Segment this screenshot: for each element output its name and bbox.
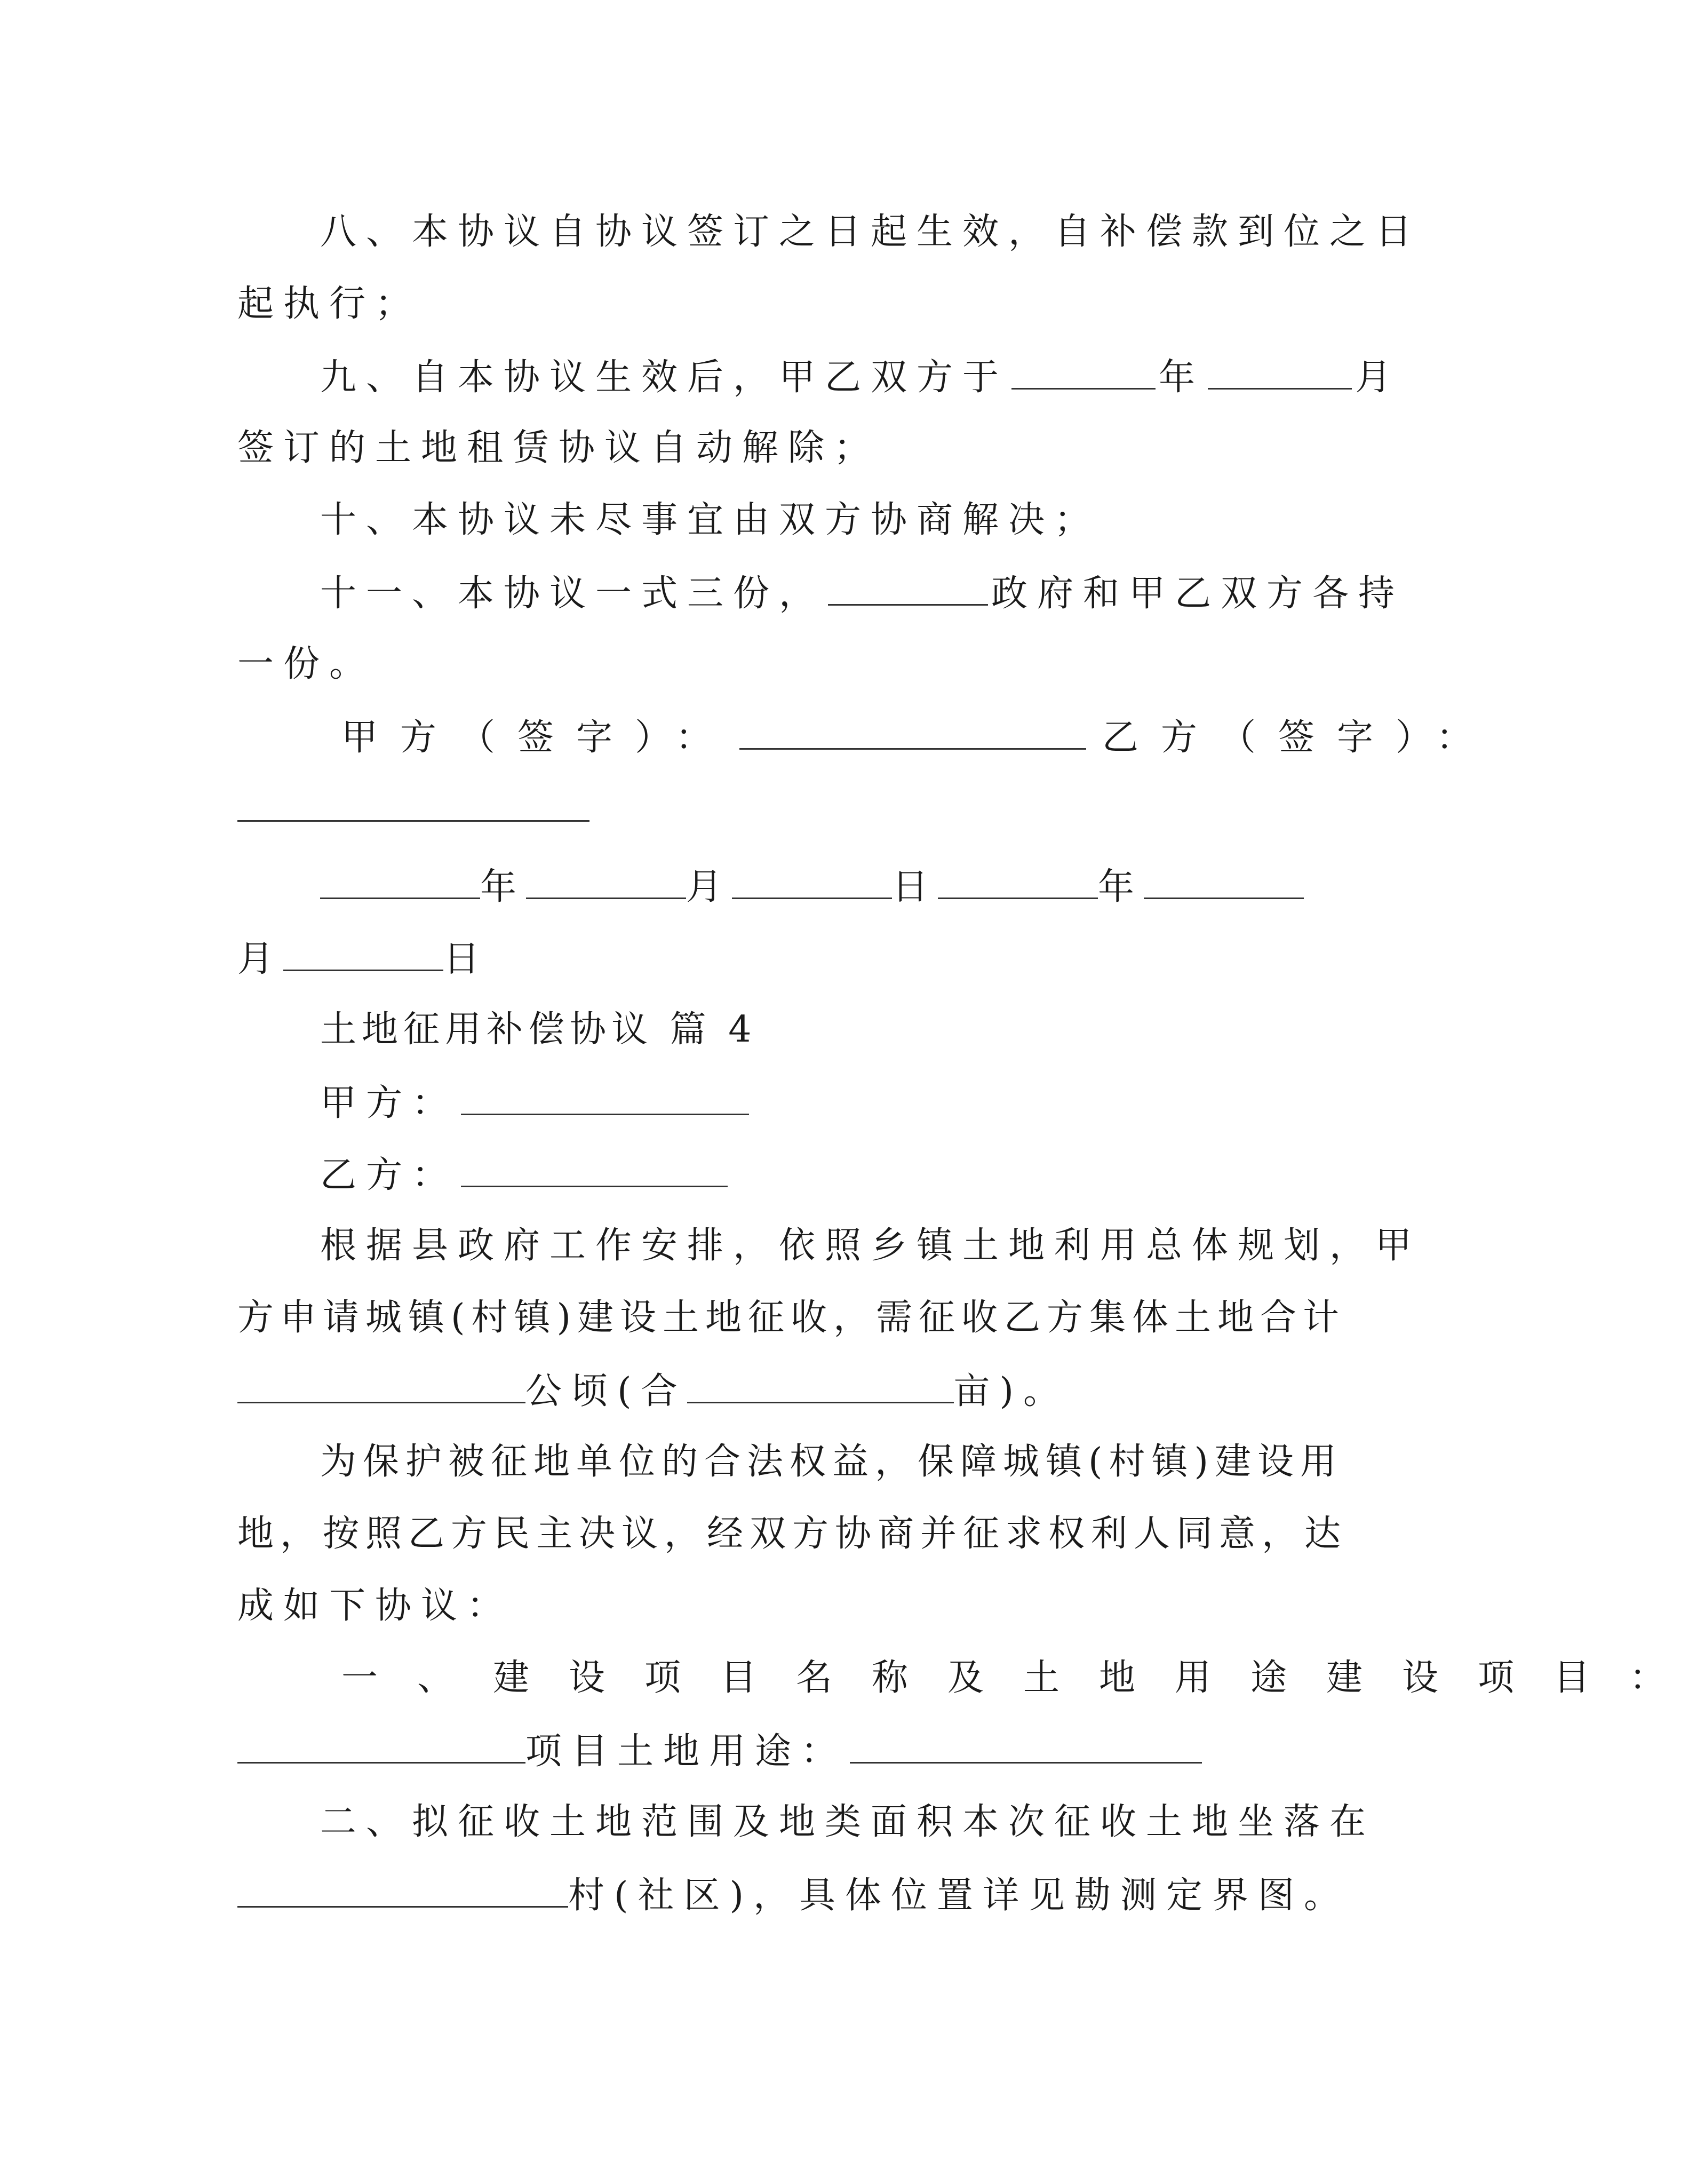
item-2-text: 二、拟征收土地范围及地类面积本次征收土地坐落在 [320, 1801, 1376, 1843]
party-b-name-field[interactable] [461, 1153, 728, 1187]
party-b-label: 乙方： [320, 1154, 458, 1196]
party-a-signature-field[interactable] [739, 715, 1086, 750]
section-heading [320, 1008, 757, 1051]
date-a-day-label: 日 [892, 866, 938, 908]
item-1-text: 一、建设项目名称及土地用途建设项目： [341, 1657, 1705, 1699]
party-a-line [320, 1081, 752, 1125]
date-b-year-field[interactable] [938, 864, 1098, 899]
blank-year-field[interactable] [1011, 355, 1156, 390]
village-field[interactable] [237, 1873, 568, 1908]
clause-11-text-cont: 一份。 [237, 643, 376, 685]
project-name-field[interactable] [237, 1729, 525, 1764]
date-a-day-field[interactable] [732, 864, 892, 899]
item-2-line-1 [320, 1801, 1375, 1844]
date-b-month-field[interactable] [1144, 864, 1304, 899]
date-a-year-label: 年 [480, 866, 527, 908]
item-1-line-2 [237, 1729, 1205, 1773]
party-a-name-field[interactable] [461, 1081, 749, 1115]
mu-label: 亩)。 [953, 1370, 1070, 1412]
intro-line-2 [237, 1297, 1345, 1339]
intro-text-cont: 方申请城镇(村镇)建设土地征收，需征收乙方集体土地合计 [237, 1297, 1346, 1339]
clause-8-text-cont: 起执行； [237, 283, 421, 325]
date-a-month-label: 月 [686, 866, 732, 908]
protect-line-1 [320, 1441, 1343, 1483]
party-a-label: 甲方： [320, 1082, 458, 1124]
hectare-field[interactable] [237, 1369, 525, 1403]
clause-11-text: 十一、本协议一式三份， [320, 573, 825, 615]
date-a-year-field[interactable] [320, 864, 480, 899]
date-a-month-field[interactable] [526, 864, 686, 899]
intro-text: 根据县政府工作安排，依照乡镇土地利用总体规划，甲 [320, 1225, 1422, 1267]
land-use-field[interactable] [850, 1729, 1202, 1764]
item-2-text-cont: 村(社区)，具体位置详见勘测定界图。 [568, 1875, 1350, 1917]
clause-9-line-1 [320, 355, 1401, 399]
protect-line-2 [237, 1513, 1347, 1555]
protect-text-end: 成如下协议： [237, 1585, 513, 1627]
heading-text: 土地征用补偿协议 篇 4 [320, 1008, 757, 1051]
clause-8-line-1 [320, 211, 1421, 253]
clause-9-text-cont: 签订的土地租赁协议自动解除； [237, 427, 880, 469]
date-b-month-label: 月 [237, 938, 284, 980]
item-1-line-1 [341, 1657, 1705, 1699]
date-b-year-label: 年 [1098, 866, 1144, 908]
clause-8-line-2 [237, 283, 421, 325]
blank-government-field[interactable] [828, 571, 988, 606]
signature-line [341, 715, 1495, 759]
party-b-line [320, 1153, 731, 1197]
hectare-label: 公顷(合 [525, 1370, 687, 1412]
clause-11-line-1 [320, 571, 1404, 615]
date-line-cont [237, 936, 489, 981]
blank-month-field[interactable] [1208, 355, 1352, 390]
intro-line-1 [320, 1225, 1421, 1267]
intro-line-3 [237, 1369, 1069, 1413]
signature-line-cont [237, 787, 589, 831]
protect-line-3 [237, 1585, 513, 1627]
date-b-day-field[interactable] [283, 936, 443, 971]
clause-9-line-2 [237, 427, 880, 470]
clause-11-line-2 [237, 643, 375, 686]
land-use-label: 项目土地用途： [525, 1730, 847, 1773]
item-2-line-2 [237, 1873, 1350, 1917]
protect-text: 为保护被征地单位的合法权益，保障城镇(村镇)建设用 [320, 1441, 1343, 1483]
protect-text-cont: 地，按照乙方民主决议，经双方协商并征求权利人同意，达 [237, 1513, 1348, 1555]
year-label: 年 [1159, 356, 1205, 399]
clause-10 [320, 499, 1100, 542]
date-line [320, 864, 1304, 909]
party-b-signature-label: 乙方（签字）： [1102, 717, 1495, 759]
party-a-signature-label: 甲方（签字）： [341, 717, 735, 759]
clause-11-text-b: 政府和甲乙双方各持 [991, 573, 1405, 615]
month-label: 月 [1355, 356, 1401, 399]
clause-10-text: 十、本协议未尽事宜由双方协商解决； [320, 499, 1101, 541]
party-b-signature-field[interactable] [237, 787, 589, 822]
date-b-day-label: 日 [443, 938, 490, 980]
mu-field[interactable] [687, 1369, 954, 1403]
clause-8-text: 八、本协议自协议签订之日起生效，自补偿款到位之日 [320, 211, 1422, 253]
clause-9-text: 九、自本协议生效后，甲乙双方于 [320, 356, 1009, 399]
